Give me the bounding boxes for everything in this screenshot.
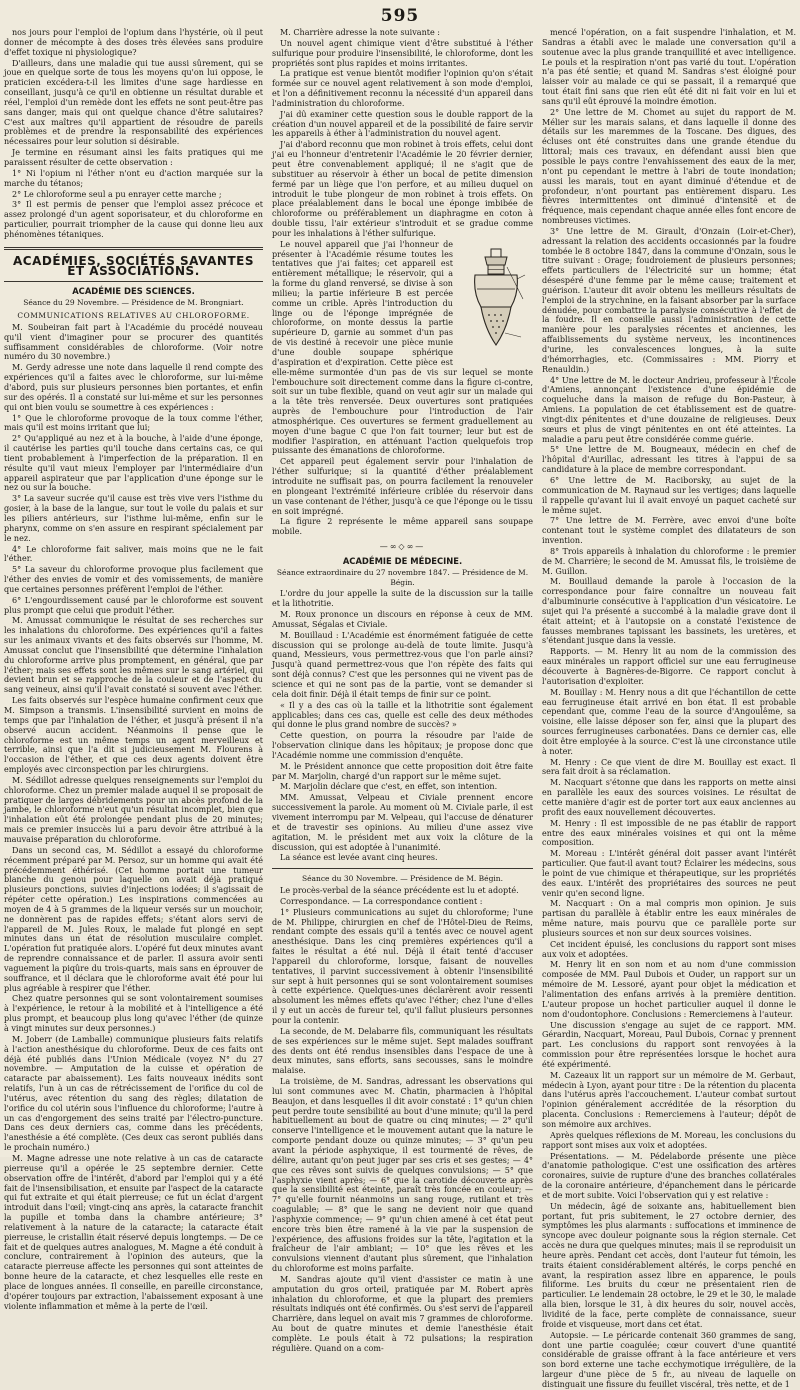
paragraph: Cette question, on pourra la résoudre par l'aide de l'observation clinique dans les hôpitaux; je propose donc que l'Académie nomme une commission d'enquête. [272,731,533,760]
paragraph: MM. Amussat, Velpeau et Civiale prennent encore successivement la parole. Au moment où M. Civiale parle, il est vivement interrompu par M. Velpeau, qui l'accuse de dénaturer et de travestir ses opinions. Au milieu d'une assez vive agitation, M. le président met aux voix la clôture de la discussion, qui est adoptée à l'unanimité. [272,793,533,852]
section-divider [272,868,533,869]
paragraph: 4° Le chloroforme fait saliver, mais moins que ne le fait l'éther. [4,544,263,564]
academy-title: ACADÉMIE DES SCIENCES. [72,286,195,297]
paragraph: M. Bouillaud : L'Académie est énormément fatiguée de cette discussion qui se prolonge au-delà de toute limite. Jusqu'à quand, Messieurs, vous permettrez-vous que l'on parle ainsi? Jusqu'à quand permettrez-vous que l'on répète des faits qui sont déjà connus? C'est que les personnes qui ne vivent pas de science et qui ne sont pas de la partie, vont se demander si cela doit finir. Déjà il était temps de finir sur ce point. [272,630,533,699]
paragraph: 3° La saveur sucrée qu'il cause est très vive vers l'isthme du gosier, à la base de la langue, sur tout le voile du palais et sur les piliers antérieurs, sur l'isthme lui-même, enfin sur le pharynx, comme on s'en assure en respirant spécialement par le nez. [4,494,263,543]
paragraph: 7° Une lettre de M. Ferrère, avec envoi d'une boîte contenant tout le système complet des dilatateurs de son invention. [542,516,796,546]
paragraph: M. Sandras ajoute qu'il vient d'assister ce matin à une amputation du gros orteil, pratiquée par M. Robert après inhalation du chloroforme, et que la plupart des premiers résultats indiqués ont été confirmés. Ou s'est servi de l'appareil Charrière, dans lequel on avait mis 7 grammes de chloroforme. Au bout de quatre minutes et demie l'anesthésie était complète. Le pouls était à 72 pulsations; la respiration régulière. Quand on a com- [272,1274,533,1353]
paragraph: 3° Il est permis de penser que l'emploi assez précoce et assez prolongé d'un agent soporisateur, et du chloroforme en particulier, pourrait triompher de la cause qui donne lieu aux phénomènes tétaniques. [4,200,263,239]
paragraph: 2° Qu'appliqué au nez et à la bouche, à l'aide d'une éponge, il cautérise les parties qu'il touche dans certains cas, ce qui tient probablement à l'imperfection de la préparation. Il en résulte qu'il vaut mieux l'employer par l'intermédiaire d'un appareil aspirateur que par l'application d'une éponge sur le nez ou sur la bouche. [4,434,263,493]
seance-line: Séance du 29 Novembre. — Présidence de M. Brongniart. [23,298,244,308]
column-right [542,28,796,1389]
paragraph: M. Moreau : L'intérêt général doit passer avant l'intérêt particulier. Que faut-il avant tout? Éclairer les médecins, sous le point de vue chimique et thérapeutique, sur les propriétés des eaux. L'intérêt des propriétaires des sources ne peut venir qu'en second ligne. [542,849,796,898]
paragraph: La troisième, de M. Sandras, adressant les observations qui lui sont communes avec M. Chatin, pharmacien à l'hôpital Beaujon, et dans lesquelles il dit avoir constaté : 1° qu'un chien peut perdre toute sensibilité au bout d'une minute; qu'il la perd habituellement au bout de quatre ou cinq minutes; — 2° qu'il conserve l'intelligence et le mouvement autant que la nature le comporte pendant douze ou quinze minutes; — 3° qu'un peu avant la période asphyxique, il est tourmenté de rêves, de délire, autant qu'on peut juger par ses cris et ses gestes; — 4° que ces rêves sont suivis de quelques convulsions; — 5° que l'asphyxie vient après; — 6° que la carotide découverte après que la sensibilité est éteinte, paraît très foncée en couleur; — 7° qu'elle fournit néanmoins un sang rouge, rutilant et très coagulable; — 8° que le sang ne devient noir que quand l'asphyxie commence; — 9° qu'un chien amené à cet état peut encore très bien être ramené à la vie par la suspension de l'expérience, des affusions froides sur la tête, l'agitation et la fraîcheur de l'air ambiant; — 10° que les rêves et les convulsions viennent d'autant plus sûrement, que l'inhalation du chloroforme est moins parfaite. [272,1077,533,1274]
ornament-divider: —∞◇∞— [379,542,426,552]
inhaler-figure [459,242,533,360]
paragraph: 5° La saveur du chloroforme provoque plus facilement que l'éther des envies de vomir et des vomissements, de manière que certaines personnes préfèrent l'emploi de l'éther. [4,565,263,594]
paragraph: Les faits observés sur l'espèce humaine confirment ceux que M. Simpson a transmis. L'insensibilité survient en moins de temps que par l'inhalation de l'éther, et jusqu'à présent il n'a observé aucun accident. Néanmoins il pense que le chloroforme est un même temps un agent merveilleux et terrible, ainsi que l'a dit si judicieusement M. Flourens à l'occasion de l'éther, et que ces deux agents doivent être employés avec circonspection par les chirurgiens. [4,696,263,775]
paragraph: L'ordre du jour appelle la suite de la discussion sur la taille et la lithotritie. [272,589,533,609]
paragraph: M. Soubeiran fait part à l'Académie du procédé nouveau qu'il vient d'imaginer pour se procurer des quantités suffisamment considérables de chloroforme. (Voir notre numéro du 30 novembre.) [4,322,263,362]
paragraph: 3° Une lettre de M. Girault, d'Onzain (Loir-et-Cher), adressant la relation des accidents occasionnés par la foudre tombée le 8 octobre 1847, dans la commune d'Onzain, sous le titre suivant : Orage; foudroiement de plusieurs personnes; effets particuliers de l'électricité sur un homme; état désespéré d'une femme par le même cause; traitement et guérison. L'auteur dit avoir obtenu les meilleurs résultats de l'emploi de la strychnine, en la faisant absorber par la surface dénudée, pour combattre la paralysie consécutive à l'effet de la foudre. Il en conseille aussi l'administration de cette manière pour les paralysies récentes et anciennes, les affaiblissements du système nerveux, les incontinences d'urine, les convalescences longues, à la suite d'hémorrhagies, etc. (Commissaires : MM. Piorry et Renauldin.) [542,226,796,374]
paragraph: 4° Une lettre de M. le docteur Andrieu, professeur à l'École d'Amiens, annonçant l'existence d'une épidémie de coqueluche dans la maison de refuge du Bon-Pasteur, à Amiens. La population de cet établissement est de quatre-vingt-dix pénitentes et d'une douzaine de religieuses. Deux sœurs et plus de vingt pénitentes en ont été atteintes. La maladie a paru peut être considérée comme guérie. [542,375,796,444]
paragraph: nos jours pour l'emploi de l'opium dans l'hystérie, où il peut donner de mécompte à des doses très élevées sans produire d'effet toxique ni physiologique? [4,28,263,57]
paragraph: M. Cazeaux lit un rapport sur un mémoire de M. Gerbaut, médecin à Lyon, ayant pour titre : De la rétention du placenta dans l'utérus après l'accouchement. L'auteur combat surtout l'opinion généralement accréditée de la résorption du placenta. Conclusions : Remerciemens à l'auteur; dépôt de son mémoire aux archives. [542,1070,796,1129]
paragraph: « Il y a des cas où la taille et la lithotritie sont également applicables; dans ces cas, quelle est celle des deux méthodes qui donne le plus grand nombre de succès? » [272,700,533,730]
seance-line: Séance du 30 Novembre. — Présidence de M. Bégin. [301,874,504,884]
paragraph: La séance est levée avant cinq heures. [280,853,438,863]
paragraph: M. Henry : Ce que vient de dire M. Bouillay est exact. Il sera fait droit à sa réclamation. [542,757,796,777]
paragraph: Le procès-verbal de la séance précédente est lu et adopté. [280,886,519,896]
paragraph: 6° Une lettre de M. Raciborsky, au sujet de la communication de M. Raynaud sur les vertiges; dans laquelle il rappelle qu'avant lui il avait envoyé un paquet cacheté sur le même sujet. [542,475,796,515]
paragraph: Présentations. — M. Pédelaborde présente une pièce d'anatomie pathologique. C'est une ossification des artères coronaires, suivie de rupture d'une des branches collatérales de la coronaire antérieure, d'épanchement dans le péricarde et de mort subite. Voici l'observation qui y est relative : [542,1151,796,1200]
seance-line: Séance extraordinaire du 27 novembre 1847. — Présidence de M. Bégin. [276,567,529,587]
paragraph: 1° Ni l'opium ni l'éther n'ont eu d'action marquée sur la marche du tétanos; [4,168,263,188]
paragraph: Dans un second cas, M. Sédillot a essayé du chloroforme récemment préparé par M. Persoz, sur un homme qui avait été précédemment éthérisé. (Cet homme portait une tumeur blanche du genou pour laquelle on avait déjà pratiqué plusieurs ponctions, suivies d'injections iodées; il s'agissait de répéter cette opération.) Les inspirations commencées au moyen de 4 à 5 grammes de la liqueur versés sur un mouchoir, ne donnèrent pas de rapides effets; s'étant alors servi de l'appareil de M. Jules Roux, le malade fut plongé en sept minutes dans un état de résolution musculaire complet. L'opération fut pratiquée alors. L'opéré fut deux minutes avant de reprendre connaissance et de parler. Il assura avoir senti vaguement la piqûre du trois-quarts, mais sans en éprouver de souffrance, et il déclara que le chloroforme avait été pour lui plus agréable à respirer que l'éther. [4,845,263,993]
paragraph: 6° L'engourdissement causé par le chloroforme est souvent plus prompt que celui que produit l'éther. [4,595,263,615]
paragraph: M. Amussat communique le résultat de ses recherches sur les inhalations du chloroforme. Des expériences qu'il a faites sur les animaux vivants et des faits observés sur l'homme, M. Amussat conclut que l'insensibilité que détermine l'inhalation du chloroforme arrive plus promptement, en général, que par l'éther; mais ses effets sont les mêmes sur le sang artériel, qui devient brun et se rapproche de la couleur et de l'aspect du sang veineux, ainsi qu'il l'avait constaté si souvent avec l'éther. [4,616,263,695]
section-divider [4,281,263,282]
paragraph: M. Gerdy adresse une note dans laquelle il rend compte des expériences qu'il a faites avec le chloroforme, sur lui-même d'abord, puis sur plusieurs personnes bien portantes, et enfin sur des opérés. Il a constaté sur lui-même et sur les personnes qui ont bien voulu se soumettre à ces expériences : [4,363,263,412]
figure-caption: La figure 2 représente le même appareil sans soupape mobile. [272,517,533,537]
paragraph: Après quelques réflexions de M. Moreau, les conclusions du rapport sont mises aux voix et adoptées. [542,1130,796,1150]
paragraph: M. Charrière adresse la note suivante : [280,28,441,37]
paragraph: M. Roux prononce un discours en réponse à ceux de MM. Amussat, Ségalas et Civiale. [272,610,533,629]
paragraph: M. le Président annonce que cette proposition doit être faite par M. Marjolin, chargé d'un rapport sur le même sujet. [272,761,533,781]
paragraph: 1° Plusieurs communications au sujet du chloroforme; l'une de M. Philippe, chirurgien en chef de l'Hôtel-Dieu de Reims, rendant compte des essais qu'il a tentés avec ce nouvel agent anesthésique. Dans les cinq premières expériences qu'il a faites le résultat a été nul. Déjà il était tenté d'accuser l'appareil du chloroforme, lorsque, faisant de nouvelles tentatives, il parvint successivement à obtenir l'insensibilité sur sept à huit personnes qui se sont volontairement soumises à cette expérience. Quelques-unes déclarèrent avoir ressenti absolument les mêmes effets qu'avec l'éther; chez l'une d'elles il y eut un accès de fureur tel, qu'il fallut plusieurs personnes pour la contenir. [272,907,533,1025]
paragraph: M. Sédillot adresse quelques renseignements sur l'emploi du chloroforme. Chez un premier malade auquel il se proposait de pratiquer de larges débridements pour un abcès profond de la jambe, le chloroforme n'eut qu'un résultat incomplet, bien que l'inhalation eût été prolongée pendant plus de 20 minutes; mais ce premier insuccès lui a paru devoir être attribué à la mauvaise préparation du chloroforme. [4,775,263,844]
section-divider [4,247,263,250]
paragraph: 5° Une lettre de M. Bougneaux, médecin en chef de l'hôpital d'Aurillac, adressant les titres à l'appui de sa candidature à la place de membre correspondant. [542,445,796,475]
inhaler-illustration [461,245,531,357]
medicine-academy-title: ACADÉMIE DE MÉDECINE. [342,555,463,566]
paragraph: mencé l'opération, on a fait suspendre l'inhalation, et M. Sandras a établi avec le malade une conversation qu'il a soutenue avec la plus grande tranquillité et avec intelligence. Le pouls et la respiration n'ont pas varié du tout. L'opération n'a pas été sentie; et quand M. Sandras s'est éloigné pour laisser voir au malade ce qui se passait, il a remarqué que tout était fini sans que rien eût été dit ni fait voir en lui et sans qu'il eût éprouvé la moindre émotion. [542,28,796,106]
paragraph: 1° Que le chloroforme provoque de la toux comme l'éther, mais qu'il est moins irritant que lui; [4,413,263,433]
paragraph: 8° Trois appareils à inhalation du chloroforme : le premier de M. Charrière; le second de M. Amussat fils, le troisième de M. Guillon. [542,546,796,576]
paragraph: J'ai d'abord reconnu que mon robinet à trois effets, celui dont j'ai eu l'honneur d'entretenir l'Académie le 20 février dernier, peut être convenablement appliqué; il ne s'agit que de substituer au réservoir à éther un bocal de petite dimension fermé par un liège que l'on perfore, et au milieu duquel on introduit le tube plongeur de mon robinet à trois effets. On place préalablement dans le bocal une éponge imbibée de chloroforme ou préférablement un diaphragme en coton à double tissu, l'air extérieur s'introduit et se gradue comme pour les inhalations à l'éther sulfurique. [272,140,533,238]
paragraph: D'ailleurs, dans une maladie qui tue aussi sûrement, qui se joue en quelque sorte de tous les moyens qu'on lui oppose, le praticien excédera-t-il les limites d'une sage hardiesse en conseillant, jusqu'à ce qu'il en obtienne un résultat durable et réel, l'emploi d'un remède dont les effets ne sont peut-être pas sans danger, mais qui ont quelque chance d'être salutaires? C'est aux maîtres qu'il appartient de résoudre de pareils problèmes et de prendre la responsabilité des expériences nécessaires pour leur solution si désirable. [4,58,263,147]
paragraph: M. Nacquart : On a mal compris mon opinion. Je suis partisan du parallèle à établir entre les eaux minérales de même nature, mais pourvu que ce parallèle porte sur plusieurs sources et non sur deux sources voisines. [542,899,796,938]
column-middle [272,28,533,1353]
paragraph: M. Bouillay : M. Henry nous a dit que l'échantillon de cette eau ferrugineuse était arrivé en bon état. Il est probable cependant que, comme l'eau de la source d'Angoulême, sa voisine, elle laisse déposer son fer, ainsi que la plupart des sources ferrugineuses carbonatées. Dans ce dernier cas, elle doit être employée à la source. C'est là une circonstance utile à noter. [542,687,796,756]
paragraph: Cet appareil peut également servir pour l'inhalation de l'éther sulfurique; si la quantité d'éther préalablement introduite ne suffisait pas, on pourra facilement la renouveler en plongeant l'extrémité inférieure criblée du réservoir dans un vase contenant de l'éther, jusqu'à ce que l'éponge ou le tissu en soit imprégné. [272,457,533,516]
column-left [4,28,263,1311]
paragraph: M. Magne adresse une note relative à un cas de cataracte pierreuse qu'il a opérée le 25 septembre dernier. Cette observation offre de l'intérêt, d'abord par l'emploi qui y a été fait de l'insensibilisation, et ensuite par l'aspect de la cataracte qui fut extraite et qui était pierreuse; ce fut un éclat d'argent introduit dans l'œil; vingt-cinq ans après, la cataracte franchit la pupille et tomba dans la chambre antérieure; 3° relativement à la nature de la cataracte; la cataracte était pierreuse, le cristallin était réservé depuis longtemps. — De ce fait et de quelques autres analogues, M. Magne a été conduit à conclure, contrairement à l'opinion des auteurs, que la cataracte pierreuse affecte les personnes qui sont atteintes de bonne heure de la cataracte, et chez lesquelles elle reste en place de longues années. Il conseille, en pareille circonstance, d'opérer toujours par extraction, l'abaissement exposant à une violente inflammation et même à la perte de l'œil. [4,1153,263,1311]
paragraph: Chez quatre personnes qui se sont volontairement soumises à l'expérience, le retour à la mobilité et à l'intelligence a été plus prompt, et beaucoup plus long qu'avec l'éther (de quinze à vingt minutes sur deux personnes.) [4,994,263,1033]
paragraph: Un médecin, âgé de soixante ans, habituellement bien portant, fut pris subitement, le 27 octobre dernier, des symptômes les plus alarmants : suffocations et imminence de syncope avec douleur poignante sous la région sternale. Cet accès ne dura que quelques minutes; mais il se reproduisit un heure après. Pendant cet accès, dont l'auteur fut témoin, les traits étaient considérablement altérés, le corps penché en avant, la respiration assez libre en apparence, le pouls filiforme. Les bruits du cœur ne présentaient rien de particulier. Le lendemain 28 octobre, le 29 et le 30, le malade alla bien, lorsque le 31, à dix heures du soir, nouvel accès, lividité de la face, perte complète de connaissance, sueur froide et visqueuse, mort dans cet état. [542,1201,796,1329]
paragraph: J'ai dû examiner cette question sous le double rapport de la création d'un nouvel appareil et de la possibilité de faire servir les appareils à éther à l'administration du nouvel agent. [272,109,533,139]
paragraph: 2° Le chloroforme seul a pu enrayer cette marche ; [12,189,222,199]
paragraph: 2° Une lettre de M. Chomet au sujet du rapport de M. Mélier sur les marais salans, et dans laquelle il donne des détails sur les maremmes de la Toscane. Des digues, des écluses ont été construites dans une grande étendue du littoral; mais ces travaux, en défendant aussi bien que possible le pays contre l'envahissement des eaux de la mer, n'ont pu cependant le mettre à l'abri de toute inondation; aussi les marais, tout en ayant diminué d'étendue et de profondeur, n'ont pourtant pas entièrement disparu. Les fièvres intermittentes ont diminué d'intensité et de fréquence, mais cependant chaque année elles font encore de nombreuses victimes. [542,107,796,226]
paragraph: Une discussion s'engage au sujet de ce rapport. MM. Gérardin, Nacquart, Moreau, Paul Dubois, Cornac y prennent part. Les conclusions du rapport sont renvoyées à la commission pour être représentées lorsque le hochet aura été expérimenté. [542,1020,796,1069]
section-banner: ACADÉMIES, SOCIÉTÉS SAVANTES ET ASSOCIATIONS. [13,253,254,278]
paragraph: M. Bouillaud demande la parole à l'occasion de la correspondance pour faire connaître un nouveau fait d'albuminurie consécutive à l'application d'un vésicatoire. Le sujet qui l'a présenté a succombé à la maladie grave dont il était atteint; et à l'autopsie on a constaté l'existence de fausses membranes tapissant les bassinets, les uretères, et s'étendant jusque dans la vessie. [542,577,796,646]
paragraph: La seconde, de M. Delabarre fils, communiquant les résultats de ses expériences sur le même sujet. Sept malades souffrant des dents ont été rendus insensibles dans l'espace de une à deux minutes, sans efforts, sans secousses, sans le moindre malaise. [272,1026,533,1076]
paragraph: La pratique est venue bientôt modifier l'opinion qu'on s'était formée sur ce nouvel agent relativement à son mode d'emploi, et l'on a définitivement reconnu la nécessité d'un appareil dans l'administration du chloroforme. [272,69,533,108]
paragraph: Autopsie. — Le péricarde contenait 360 grammes de sang, dont une partie coagulée; cœur couvert d'une quantité considérable de graisse offrant à la face antérieure et vers son bord externe une tache ecchymotique irrégulière, de la largeur d'une pièce de 5 fr., au niveau de laquelle on distinguait une fissure du feuillet viscéral, très nette, et de 1 [542,1330,796,1389]
paragraph: Le nouvel appareil que j'ai l'honneur de présenter à l'Académie résume toutes les tentatives que j'ai faites; cet appareil est entièrement métallique; le réservoir, qui a la forme du gland renversé, se divise à son milieu; la partie inférieure B est percée comme un crible. Après l'introduction du linge ou de l'éponge imprégnée de chloroforme, on monte dessus la partie supérieure D, garnie au sommet d'un pas de vis destiné à recevoir une pièce munie d'une double soupape sphérique d'aspiration et d'expiration. Cette pièce est elle-même surmontée d'un pas de vis sur lequel se monte l'embouchure soit directement comme dans la figure ci-contre, soit sur un tube flexible, quand on veut agir sur un malade qui a la tête très renversée. Deux ouvertures sont pratiquées auprès de l'embouchure pour l'introduction de l'air atmosphérique. Ces ouvertures se ferment graduellement au moyen d'une bague C que l'on fait tourner; leur but est de modifier l'aspiration, en atténuant l'action quelquefois trop puissante des émanations de chloroforme. [272,239,533,456]
paragraph: M. Henry : Il est impossible de ne pas établir de rapport entre des eaux minérales voisines et qui ont la même composition. [542,818,796,848]
paragraph: M. Henry lit en son nom et au nom d'une commission composée de MM. Paul Dubois et Ouder, un rapport sur un mémoire de M. Lessoré, ayant pour objet la médication et l'alimentation des enfans arrivés à la première dentition. L'auteur propose un hochet particulier auquel il donne le nom d'oudontophore. Conclusions : Remerciemens à l'auteur. [542,960,796,1019]
paragraph: Je termine en résumant ainsi les faits pratiques qui me paraissent résulter de cette observation : [4,148,263,167]
paragraph: Cet incident épuisé, les conclusions du rapport sont mises aux voix et adoptées. [542,939,796,959]
page-number: 595 [380,6,420,26]
paragraph: M. Joberr (de Lamballe) communique plusieurs faits relatifs à l'action anesthésique du chloroforme. Deux de ces faits ont déjà été publiés dans l'Union Médicale (voyez N° du 27 novembre. — Amputation de la cuisse et opération de cataracte par abaissement). Les faits nouveaux inédits sont relatifs, l'un à un cas de rétrécissement de l'orifice du col de l'utérus, avec rétention du sang des règles; dilatation de l'orifice du col utérin sous l'influence du chloroforme; l'autre à un cas d'engorgement des seins traité par l'électro-puncture. Dans ces deux derniers cas, comme dans les précédents, l'anesthésie a été complète. (Ces deux cas seront publiés dans le prochain numéro.) [4,1034,263,1153]
paragraph: Rapports. — M. Henry lit au nom de la commission des eaux minérales un rapport officiel sur une eau ferrugineuse découverte à Bagnères-de-Bigorre. Ce rapport conclut à l'autorisation d'exploiter. [542,647,796,686]
paragraph: Un nouvel agent chimique vient d'être substitué à l'éther sulfurique pour produire l'insensibilité, le chloroforme, dont les propriétés sont plus rapides et moins irritantes. [272,38,533,68]
paragraph: M. Nacquart s'étonne que dans les rapports on mette ainsi en parallèle les eaux des sources voisines. Le résultat de cette manière d'agir est de porter tort aux eaux anciennes au profit des eaux nouvellement découvertes. [542,778,796,817]
communications-heading: COMMUNICATIONS RELATIVES AU CHLOROFORME. [17,311,250,321]
paragraph: M. Marjolin déclare que c'est, en effet, son intention. [280,782,498,792]
paragraph: Correspondance. — La correspondance contient : [280,896,483,906]
